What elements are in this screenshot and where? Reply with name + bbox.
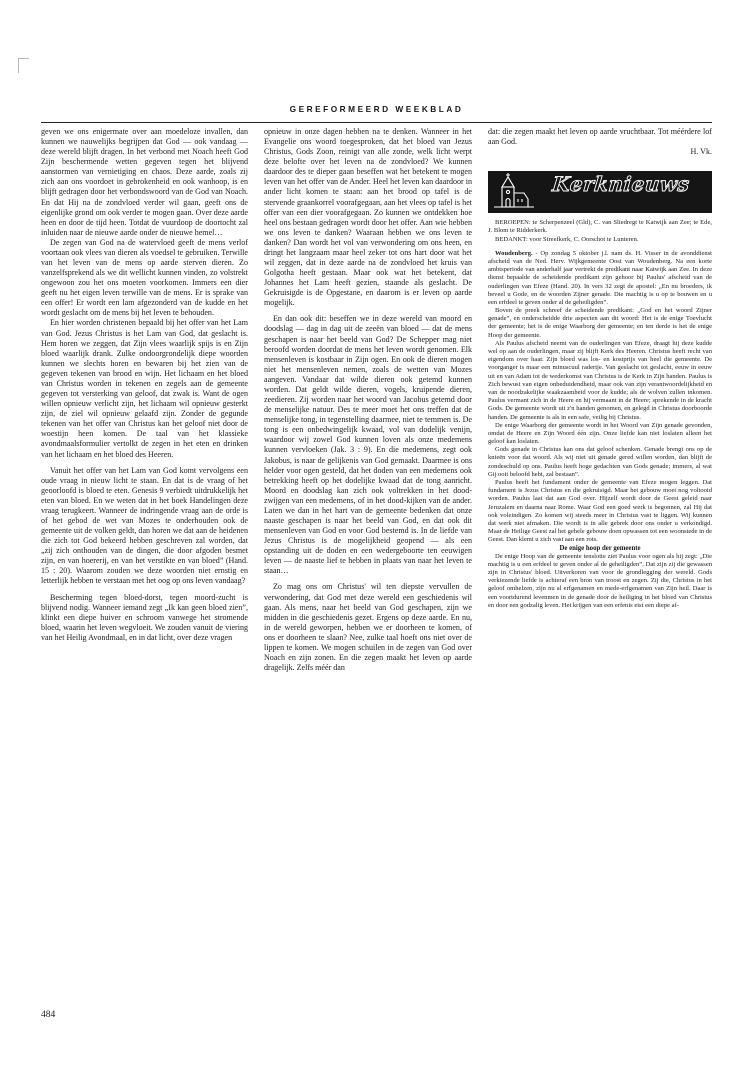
announcement-item: BEROEPEN: te Scherpenzeel (Gld), C. van Sliedregt te Katwijk aan Zee; te Ede, J. Blom te Ridderkerk. — [488, 219, 712, 235]
column-2-paragraph: opnieuw in onze dagen hebben na te denken. Wanneer in het Evangelie ons woord toegesproken, dat het bloed van Jezus Christus, Gods Zoon, reinigt van alle zonde, welk licht werpt deze belofte over het leven na de zondvloed? We kunnen daardoor des te dieper gaan beseffen wat het betekent te mogen leven van het offer van de Ander. Heel het leven kan daardoor in ander licht komen te staan: aan het brood op tafel is de stervende graankorrel voorafgegaan, aan het vlees op tafel is het offer van een dier voorafgegaan. Zo kunnen we ontdekken hoe heel ons bestaan gedragen wordt door het offer. Aan wie hebben we ons leven te danken? Waaraan hebben we ons leven te danken? Dan wordt het vol van verwondering om ons heen, en dringt het langzaam maar heel zeker tot ons hart door wat het wil zeggen, dat in deze aarde na de zondvloed het kruis van Golgotha heeft gestaan. Maar ook wat het betekent, dat Johannes het Lam heeft gezien, staande als geslacht. De Gekruisigde is de Opgestane, en daarom is er leven op aarde mogelijk. — [264, 127, 472, 308]
column-1-paragraph: En hier worden christenen bepaald bij het offer van het Lam van God. Jezus Christus is het Lam van God, dat geslacht is. Hem horen we zeggen, dat Zijn vlees waarlijk spijs is en Zijn bloed waarlijk drank. Zulke ondoorgrondelijk diepe woorden kunnen we slechts horen en bewaren bij het zien van de gegeven tekenen van brood en wijn. Het lichaam en het bloed van Christus worden in tekenen en zegels aan de gemeente gegeven tot versterking van geloof, dat zwak is. Want de ogen willen opnieuw verlicht zijn, het lichaam wil opnieuw gesterkt zijn, de ziel wil opnieuw gelaafd zijn. Zonder de gegunde tekenen van het offer van Christus kan het geloof niet door de woestijn heen komen. De taal van het klassieke avondmaalsformulier vertolkt de zegen in het eten en drinken van het lichaam en het bloed des Heeren. — [41, 318, 248, 459]
news-paragraph — [488, 250, 712, 307]
news-paragraph: Gods genade in Christus kan ons dat geloof schenken. Genade brengt ons op de knieën voor dat woord. Als wij niet uit genade gered willen worden, dan blijft de zondeschuld op ons. Paulus heeft hoge gedachten van Gods genade; immers, al wat Gij ooit beloofd hebt, zal bestaan”. — [488, 446, 712, 478]
church-icon — [488, 171, 538, 213]
column-1-paragraph: Vanuit het offer van het Lam van God komt vervolgens een oude vraag in nieuw licht te staan. En dat is de vraag of het geoorloofd is bloed te eten. Genesis 9 verbiedt uitdrukkelijk het eten van bloed. En we weten dat in het boek Handelingen deze vraag terugkeert. Wanneer de indringende vraag aan de orde is of het gebod de wet van Mozes te onderhouden ook de gemeente uit de volken geldt, dan horen we dat aan de heidenen die zich tot God bekeerd hebben geschreven zal worden, dat „zij zich onthouden van de dingen, die door afgoden besmet zijn, en van hoererij, en van het verstikte en van bloed” (Hand. 15 : 20). Waarom zouden we deze woorden niet ernstig en letterlijk hebben te verstaan met het oog op ons leven vandaag? — [41, 465, 248, 586]
scan-corner-mark — [18, 58, 29, 73]
column-1-paragraph: Bescherming tegen bloed-dorst, tegen moord-zucht is blijvend nodig. Wanneer iemand zegt „Ik kan geen bloed zien”, klinkt een diepe huiver en schroom vanwege het stromende bloed, waarin het leven wegvloeit. We zouden vanuit de viering van het Heilig Avondmaal, en in dat licht, over deze vragen — [41, 592, 248, 642]
column-2-paragraph: En dan ook dit: beseffen we in deze wereld van moord en doodslag — dag in dag uit de zeeën van bloed — dat de mens geschapen is naar het beeld van God? De Schepper mag niet beroofd worden doordat de mens het leven wordt genomen. Elk mensenleven is kostbaar in Zijn ogen. En ook de dieren mogen niet het mensenleven nemen, zoals de wetten van Mozes aangeven. Vandaar dat wilde dieren ook getemd kunnen worden. Dat geldt wilde dieren, vogels, kruipende dieren, zeedieren. Zij worden naar het woord van Jacobus getemd door de menselijke natuur. Des te meer moet het ons treffen dat de menselijke tong, in tegenstelling daarmee, niet te temmen is. De tong is een onbedwingelijk kwaad, vol van dodelijk venijn, waardoor wij zowel God kunnen loven als onze medemens kunnen vervloeken (Jak. 3 : 9). En die medemens, zegt ook Jakobus, is naar de gelijkenis van God gemaakt. Daarmee is ons helder voor ogen gesteld, dat het doden van een medemens ook betrekking heeft op het dodelijke kwaad dat de tong aanricht. Moord en doodslag kan zich ook voltrekken in het dood-zwijgen van een medemens, of in het dood-kijken van de ander. Laten we dan in het hart van de gemeente bedenken dat onze naaste geschapen is naar het beeld van God, en dat ook dit mensenleven van God en voor God bestemd is. In de liefde van Jezus Christus is de mogelijkheid geopend — als een opstanding uit de doden en een wedergeboorte ten eeuwigen leven — de naaste lief te hebben in plaats van naar het leven te staan… — [264, 314, 472, 576]
kerknieuws-banner — [488, 171, 712, 213]
announcement-item: BEDANKT: voor Streefkerk, C. Oorschot te Lunteren. — [495, 235, 639, 243]
column-3 — [488, 127, 712, 610]
news-paragraph: Als Paulus afscheid neemt van de ouderlingen van Efeze, draagt hij deze kudde wel op aan de ouderlingen, maar zij blijft Kerk des Heeren. Christus heeft recht van eigendom over haar. Zijn bloed was los- en kostprijs van heel die gemeente. De voorganger is maar een minuscuul radertje. Van geslacht tot geslacht, eeuw in eeuw uit en van Adam tot de wederkomst van Christus is de Kerk in Zijn handen. Paulus is Zich bewust van eigen onbeduidendheid, maar ook van zijn verantwoordelijkheid en van de noodzakelijke waakzaamheid voor de kudde; als de wolven zullen inkomen. Paulus vermant zich in de Heere en hij vermaant in de Heere; sprekende in de kracht Gods. De gemeente wordt uit z'n handen genomen, en gelegd in Christus doorboorde handen. De gemeente is als in een safe, veilig bij Christus. — [488, 339, 712, 421]
news-paragraph: Paulus heeft het fundament onder de gemeente van Efeze mogen leggen. Dat fundament is Jezus Christus en die gekruisigd. Maar het gebouw moet nog voltooid worden. Paulus laat dat aan God over. Hijzelf wordt door de Geest geleid naar Jeruzalem en daarna naar Rome. Waar God een goed werk is begonnen, zal Hij dat ook voleindigen. Zo komen wij steeds meer in Christus vast te liggen. Wij kunnen dat werk niet afmaken. Die wordt is in alle gebrek door ons onder u verkondigd. Maar de Heilige Geest zal het gehele gebouw doen opwassen tot een woonstede in de Geest. Dan klemt u zich vast aan een rots. — [488, 479, 712, 544]
section-subhead: De enige hoop der gemeente — [559, 544, 641, 552]
kerknieuws-heading: Kerknieuws — [551, 172, 691, 197]
church-news — [488, 219, 712, 610]
news-paragraph: De enige Waarborg der gemeente wordt in het Woord van Zijn genade gevonden, omdat de Heere en Zijn Woord één zijn. Onze liefde kan niet loslaten alleen het geloof kan loslaten. — [488, 421, 712, 446]
news-lead: Woudenberg. — [495, 249, 533, 257]
article-closing: dat: die zegen maakt het leven op aarde vruchtbaar. Tot méérdere lof aan God. — [488, 127, 712, 147]
masthead — [41, 100, 712, 123]
column-2 — [264, 127, 472, 673]
news-paragraph: De enige Hoop van de gemeente tenslotte ziet Paulus voor ogen als hij zegt: „Die machtig is u een erfdeel te geven onder al de geheiligden”. Dat zijn zij die gewassen zijn in Christus' bloed. Uitverkoren van voor de grondlegging der wereld. Gods verkiezende liefde is achteraf een bron van troost en zegen. Zij die, Christus in het geloof omhelzen, zijn nu al erfgenamen en mede-erfgenamen van Zijn heil. Daar is een voortdurend levenmen in de genade door de heiliging in het bloed van Christus en door een godzalig leven. Het krijgen van een erfenis eist een diepe af- — [488, 552, 712, 609]
news-lead-text: - Op zondag 5 oktober j.l. nam ds. H. Visser in de avonddienst afscheid van de Ned. Herv. Wijkgemeente Oost van Woudenberg. Na een korte ambtsperiode van anderhalf jaar vertrekt de predikant naar Katwijk aan Zee. In deze dienst bepaalde de scheidende predikant zijn gehoor bij Paulus' afscheid van de ouderlingen van Efeze (Hand. 20). In vers 32 zegt de apostel: „En nu broeders, ik beveel u Gode, en de woorden Zijner genade. Die machtig is u op te bouwen en u een erfdeel te geven onder al de geheiligden”. — [488, 249, 712, 306]
page-number: 484 — [41, 1010, 56, 1020]
author-signature: H. Vk. — [690, 147, 712, 157]
newspaper-page — [41, 100, 712, 1040]
masthead-title: GEREFORMEERD WEEKBLAD — [289, 104, 464, 114]
news-paragraph: Boven de preek schreef de scheidende predikant: „God en het woord Zijner genade”, en onderscheidde drie aspecten aan dit woord: Het is de enige Toevlucht der gemeente; het is de enige Waarborg der gemeente; en ten derde is het de enige Hoop der gemeente. — [488, 307, 712, 339]
column-1 — [41, 127, 248, 643]
column-2-paragraph: Zo mag ons om Christus' wil ten diepste vervullen de verwondering, dat God met deze wereld een geschiedenis wil gaan. Als mens, naar het beeld van God geschapen, zijn we midden in die geschiedenis gezet. Ergens op deze aarde. En nu, in de wereld geworpen, hebben we er doorheen te komen, of ons er doorheen te slaan? Nee, zulke taal hoeft ons niet over de lippen te komen. We mogen schuilen in de zegen van God over Noach en zijn zonen. En die zegen maakt het leven op aarde dragelijk. Zelfs méér dan — [264, 582, 472, 673]
column-1-paragraph: De zegen van God na de watervloed geeft de mens verlof voortaan ook vlees van dieren als voedsel te gebruiken. Terwille van het leven van de mens op aarde sterven dieren. Zo vanzelfsprekend als we dit wellicht kunnen vinden, zo volstrekt ongewoon zou het ons moeten voorkomen. Immers een dier geeft nu het eigen leven terwille van de mens. Er is sprake van een offer! Er wordt een lam afgezonderd van de kudde en het wordt geslacht om de mens bij het leven te behouden. — [41, 237, 248, 318]
column-1-paragraph: geven we ons enigermate over aan moedeloze invallen, dan kunnen we nauwelijks begrijpen dat God — ook vandaag — deze wereld blijft dragen. In het verbond met Noach heeft God Zijn beschermende wetten gegeven tegen het blijvend aanstormen van vernietiging en chaos. Deze aarde, zoals zij zich aan ons voordoet in gebrokenheid en ook wanhoop, is en blijft gedragen door het verbondswoord van de God van Noach. En dat Hij na de zondvloed verder wil gaan, geeft ons de eigenlijke grond om ook verder te mogen gaan. Over deze aarde heen en door de tijd heen. Totdat de vuurdoop de doortocht zal inluiden naar de nieuwe aarde onder de nieuwe hemel… — [41, 127, 248, 237]
